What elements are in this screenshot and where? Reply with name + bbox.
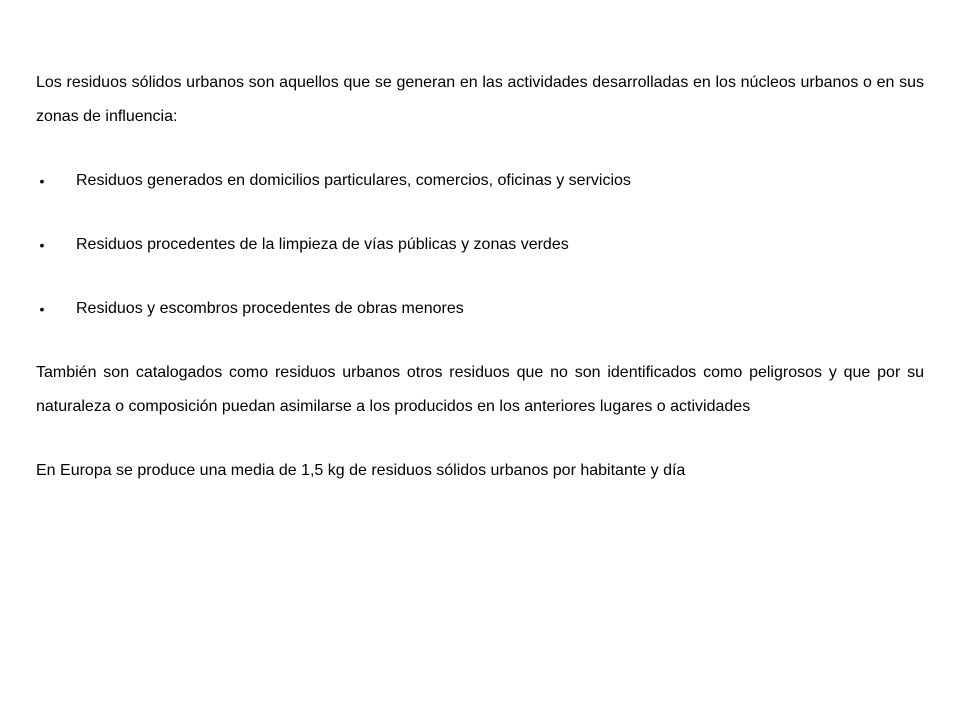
bullet-icon: • — [39, 301, 45, 317]
list-item — [36, 228, 924, 262]
europe-statistic-paragraph: En Europa se produce una media de 1,5 kg de residuos sólidos urbanos por habitante y día — [36, 462, 686, 479]
intro-paragraph: Los residuos sólidos urbanos son aquellos que se generan en las actividades desarrolladas en los núcleos urbanos o en sus zonas de influencia: — [36, 74, 924, 125]
document-body — [36, 66, 924, 488]
list-item — [36, 164, 924, 198]
list-item-text: Residuos procedentes de la limpieza de vías públicas y zonas verdes — [76, 236, 569, 253]
residue-types-list — [36, 164, 924, 326]
list-item-text: Residuos y escombros procedentes de obras menores — [76, 300, 464, 317]
classification-paragraph: También son catalogados como residuos urbanos otros residuos que no son identificados como peligrosos y que por su naturaleza o composición puedan asimilarse a los producidos en los anteriores lugares o actividades — [36, 364, 924, 415]
bullet-icon: • — [39, 237, 45, 253]
list-item — [36, 292, 924, 326]
list-item-text: Residuos generados en domicilios particulares, comercios, oficinas y servicios — [76, 172, 631, 189]
bullet-icon: • — [39, 173, 45, 189]
